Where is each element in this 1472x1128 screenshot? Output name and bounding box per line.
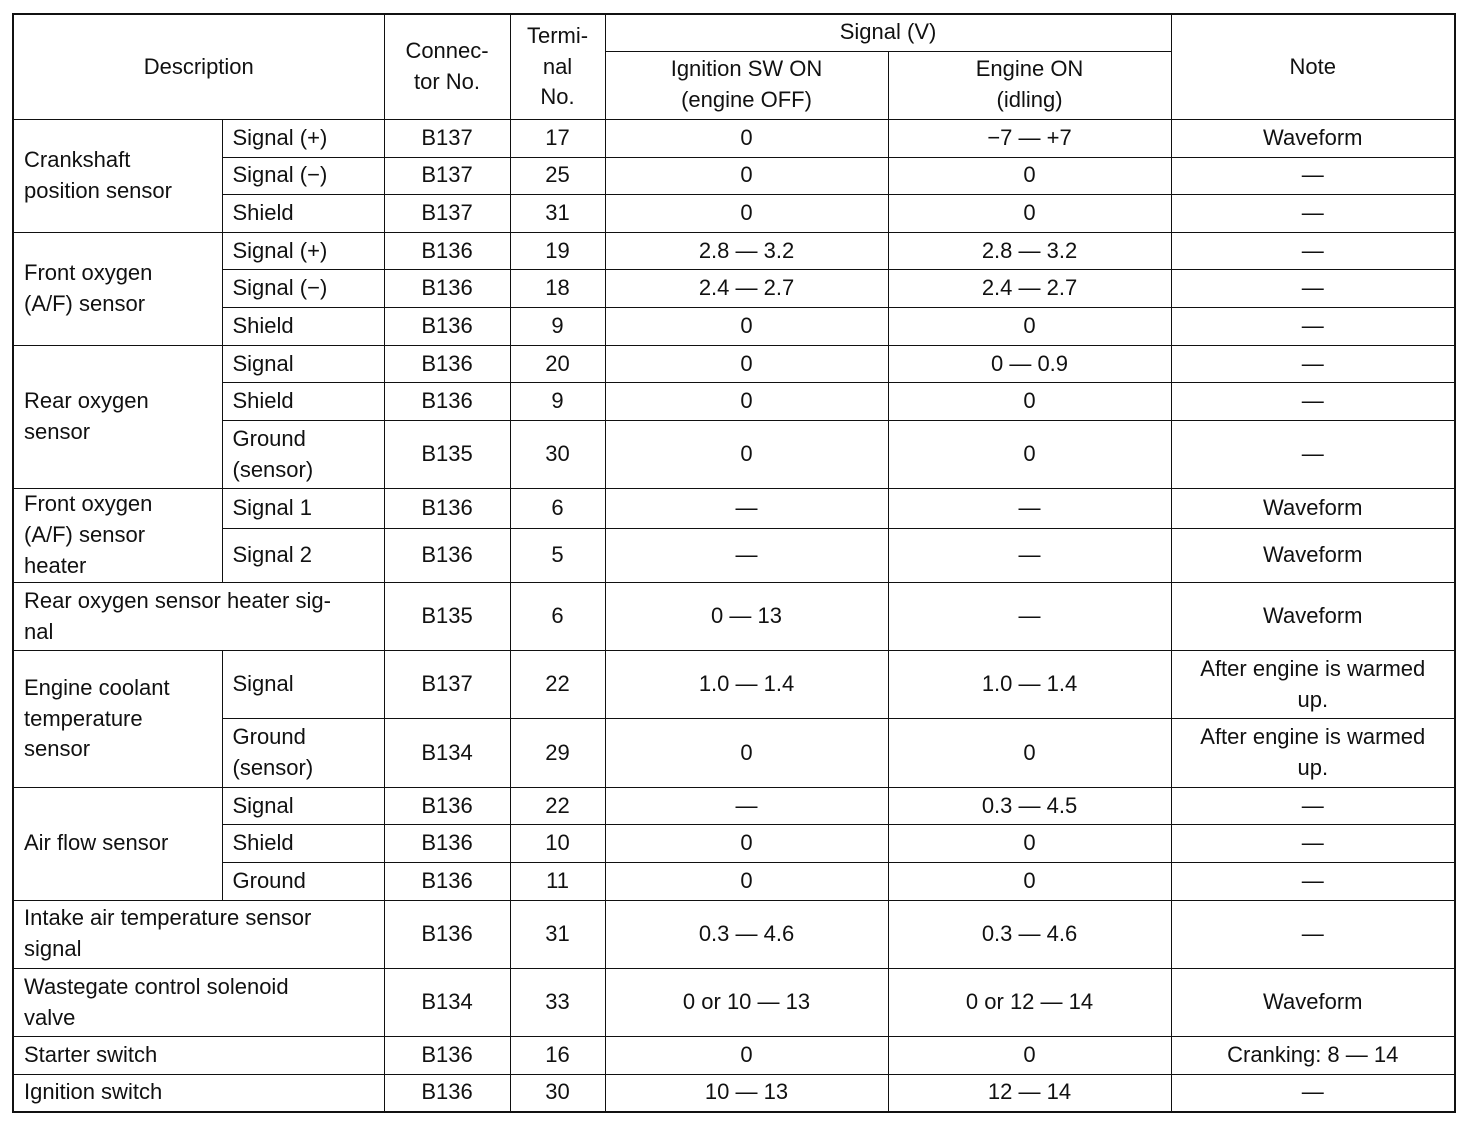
terminal-cell: 22 bbox=[510, 787, 605, 825]
note-cell: — bbox=[1171, 308, 1455, 346]
sub-cell: Shield bbox=[222, 308, 384, 346]
note-cell: — bbox=[1171, 270, 1455, 308]
description-cell: Wastegate control solenoid valve bbox=[13, 968, 384, 1036]
ign-cell: — bbox=[605, 529, 888, 583]
connector-cell: B136 bbox=[384, 270, 510, 308]
group-air-flow: Air flow sensor bbox=[13, 787, 222, 900]
sub-cell: Signal bbox=[222, 345, 384, 383]
table-row bbox=[13, 489, 1455, 529]
table-row bbox=[13, 582, 1455, 650]
eng-cell: 0 bbox=[888, 1037, 1171, 1075]
table-row bbox=[13, 651, 1455, 719]
eng-cell: 1.0 — 1.4 bbox=[888, 651, 1171, 719]
sub-cell: Signal bbox=[222, 787, 384, 825]
terminal-cell: 29 bbox=[510, 719, 605, 787]
eng-cell: 0 bbox=[888, 719, 1171, 787]
eng-cell: 0 bbox=[888, 157, 1171, 195]
connector-cell: B136 bbox=[384, 787, 510, 825]
group-rear-oxygen: Rear oxygen sensor bbox=[13, 345, 222, 489]
sub-cell: Signal (−) bbox=[222, 157, 384, 195]
eng-cell: 0.3 — 4.6 bbox=[888, 900, 1171, 968]
table-row bbox=[13, 383, 1455, 421]
sub-cell: Signal 2 bbox=[222, 529, 384, 583]
header-ignition-on: Ignition SW ON (engine OFF) bbox=[605, 51, 888, 119]
connector-cell: B136 bbox=[384, 345, 510, 383]
ign-cell: 1.0 — 1.4 bbox=[605, 651, 888, 719]
connector-cell: B137 bbox=[384, 157, 510, 195]
terminal-cell: 17 bbox=[510, 119, 605, 157]
terminal-cell: 9 bbox=[510, 308, 605, 346]
eng-cell: — bbox=[888, 582, 1171, 650]
connector-cell: B137 bbox=[384, 119, 510, 157]
note-cell: — bbox=[1171, 345, 1455, 383]
sub-cell: Ground (sensor) bbox=[222, 421, 384, 489]
connector-cell: B136 bbox=[384, 529, 510, 583]
terminal-cell: 18 bbox=[510, 270, 605, 308]
connector-cell: B136 bbox=[384, 1037, 510, 1075]
connector-cell: B137 bbox=[384, 195, 510, 233]
note-cell: — bbox=[1171, 900, 1455, 968]
ign-cell: 2.8 — 3.2 bbox=[605, 232, 888, 270]
table-row bbox=[13, 345, 1455, 383]
ign-cell: — bbox=[605, 489, 888, 529]
eng-cell: 0.3 — 4.5 bbox=[888, 787, 1171, 825]
note-cell: — bbox=[1171, 1074, 1455, 1112]
terminal-cell: 16 bbox=[510, 1037, 605, 1075]
eng-cell: 0 bbox=[888, 863, 1171, 901]
header-note: Note bbox=[1171, 14, 1455, 119]
ign-cell: 0 bbox=[605, 195, 888, 233]
ign-cell: 0 — 13 bbox=[605, 582, 888, 650]
note-cell: — bbox=[1171, 863, 1455, 901]
terminal-cell: 30 bbox=[510, 1074, 605, 1112]
ign-cell: — bbox=[605, 787, 888, 825]
note-cell: After engine is warmed up. bbox=[1171, 719, 1455, 787]
terminal-cell: 25 bbox=[510, 157, 605, 195]
note-cell: Waveform bbox=[1171, 582, 1455, 650]
table-row bbox=[13, 270, 1455, 308]
eng-cell: 0 or 12 — 14 bbox=[888, 968, 1171, 1036]
note-cell: — bbox=[1171, 421, 1455, 489]
eng-cell: 0 bbox=[888, 308, 1171, 346]
table-row bbox=[13, 421, 1455, 489]
eng-cell: 2.8 — 3.2 bbox=[888, 232, 1171, 270]
connector-cell: B136 bbox=[384, 232, 510, 270]
signal-table bbox=[12, 13, 1456, 1113]
note-cell: Waveform bbox=[1171, 968, 1455, 1036]
ign-cell: 0 or 10 — 13 bbox=[605, 968, 888, 1036]
sub-cell: Ground bbox=[222, 863, 384, 901]
ign-cell: 0.3 — 4.6 bbox=[605, 900, 888, 968]
table-row bbox=[13, 157, 1455, 195]
table-row bbox=[13, 232, 1455, 270]
description-cell: Rear oxygen sensor heater sig- nal bbox=[13, 582, 384, 650]
eng-cell: −7 — +7 bbox=[888, 119, 1171, 157]
connector-cell: B136 bbox=[384, 383, 510, 421]
description-cell: Starter switch bbox=[13, 1037, 384, 1075]
note-cell: Waveform bbox=[1171, 489, 1455, 529]
terminal-cell: 20 bbox=[510, 345, 605, 383]
terminal-cell: 31 bbox=[510, 900, 605, 968]
sub-cell: Signal (+) bbox=[222, 232, 384, 270]
note-cell: — bbox=[1171, 232, 1455, 270]
terminal-cell: 33 bbox=[510, 968, 605, 1036]
sub-cell: Signal (+) bbox=[222, 119, 384, 157]
connector-cell: B136 bbox=[384, 900, 510, 968]
description-cell: Intake air temperature sensor signal bbox=[13, 900, 384, 968]
table-row bbox=[13, 529, 1455, 583]
ign-cell: 0 bbox=[605, 825, 888, 863]
table-row bbox=[13, 863, 1455, 901]
table-row bbox=[13, 719, 1455, 787]
connector-cell: B136 bbox=[384, 1074, 510, 1112]
note-cell: — bbox=[1171, 383, 1455, 421]
terminal-cell: 22 bbox=[510, 651, 605, 719]
connector-cell: B135 bbox=[384, 582, 510, 650]
terminal-cell: 11 bbox=[510, 863, 605, 901]
header-signal: Signal (V) bbox=[605, 14, 1171, 51]
terminal-cell: 6 bbox=[510, 582, 605, 650]
eng-cell: 2.4 — 2.7 bbox=[888, 270, 1171, 308]
terminal-cell: 9 bbox=[510, 383, 605, 421]
sub-cell: Shield bbox=[222, 195, 384, 233]
note-cell: — bbox=[1171, 195, 1455, 233]
note-cell: — bbox=[1171, 157, 1455, 195]
terminal-cell: 31 bbox=[510, 195, 605, 233]
eng-cell: 0 bbox=[888, 825, 1171, 863]
eng-cell: 0 bbox=[888, 421, 1171, 489]
connector-cell: B136 bbox=[384, 863, 510, 901]
connector-cell: B136 bbox=[384, 489, 510, 529]
terminal-cell: 6 bbox=[510, 489, 605, 529]
table-row bbox=[13, 1074, 1455, 1112]
note-cell: — bbox=[1171, 825, 1455, 863]
ign-cell: 0 bbox=[605, 1037, 888, 1075]
note-cell: After engine is warmed up. bbox=[1171, 651, 1455, 719]
sub-cell: Shield bbox=[222, 825, 384, 863]
header-row bbox=[13, 14, 1455, 51]
table-row bbox=[13, 825, 1455, 863]
eng-cell: 0 — 0.9 bbox=[888, 345, 1171, 383]
ign-cell: 0 bbox=[605, 421, 888, 489]
group-front-oxygen-heater: Front oxygen (A/F) sensor heater bbox=[13, 489, 222, 583]
table-row bbox=[13, 1037, 1455, 1075]
connector-cell: B134 bbox=[384, 719, 510, 787]
eng-cell: — bbox=[888, 529, 1171, 583]
note-cell: Cranking: 8 — 14 bbox=[1171, 1037, 1455, 1075]
terminal-cell: 10 bbox=[510, 825, 605, 863]
terminal-cell: 30 bbox=[510, 421, 605, 489]
terminal-cell: 19 bbox=[510, 232, 605, 270]
sub-cell: Signal bbox=[222, 651, 384, 719]
ign-cell: 10 — 13 bbox=[605, 1074, 888, 1112]
table-row bbox=[13, 308, 1455, 346]
sub-cell: Signal 1 bbox=[222, 489, 384, 529]
note-cell: Waveform bbox=[1171, 529, 1455, 583]
eng-cell: 12 — 14 bbox=[888, 1074, 1171, 1112]
note-cell: — bbox=[1171, 787, 1455, 825]
note-cell: Waveform bbox=[1171, 119, 1455, 157]
eng-cell: 0 bbox=[888, 383, 1171, 421]
group-front-oxygen: Front oxygen (A/F) sensor bbox=[13, 232, 222, 345]
connector-cell: B136 bbox=[384, 308, 510, 346]
description-cell: Ignition switch bbox=[13, 1074, 384, 1112]
table-row bbox=[13, 968, 1455, 1036]
ign-cell: 0 bbox=[605, 345, 888, 383]
connector-cell: B137 bbox=[384, 651, 510, 719]
ign-cell: 0 bbox=[605, 863, 888, 901]
table-row bbox=[13, 900, 1455, 968]
ign-cell: 0 bbox=[605, 308, 888, 346]
ign-cell: 0 bbox=[605, 119, 888, 157]
sub-cell: Signal (−) bbox=[222, 270, 384, 308]
sub-cell: Ground (sensor) bbox=[222, 719, 384, 787]
group-engine-coolant: Engine coolant temperature sensor bbox=[13, 651, 222, 788]
eng-cell: — bbox=[888, 489, 1171, 529]
terminal-cell: 5 bbox=[510, 529, 605, 583]
connector-cell: B135 bbox=[384, 421, 510, 489]
header-connector: Connec- tor No. bbox=[384, 14, 510, 119]
connector-cell: B134 bbox=[384, 968, 510, 1036]
ign-cell: 0 bbox=[605, 383, 888, 421]
table-row bbox=[13, 195, 1455, 233]
ign-cell: 2.4 — 2.7 bbox=[605, 270, 888, 308]
group-crankshaft: Crankshaft position sensor bbox=[13, 119, 222, 232]
header-engine-on: Engine ON (idling) bbox=[888, 51, 1171, 119]
header-description: Description bbox=[13, 14, 384, 119]
connector-cell: B136 bbox=[384, 825, 510, 863]
ign-cell: 0 bbox=[605, 719, 888, 787]
table-row bbox=[13, 119, 1455, 157]
ign-cell: 0 bbox=[605, 157, 888, 195]
eng-cell: 0 bbox=[888, 195, 1171, 233]
header-terminal: Termi- nal No. bbox=[510, 14, 605, 119]
sub-cell: Shield bbox=[222, 383, 384, 421]
table-row bbox=[13, 787, 1455, 825]
